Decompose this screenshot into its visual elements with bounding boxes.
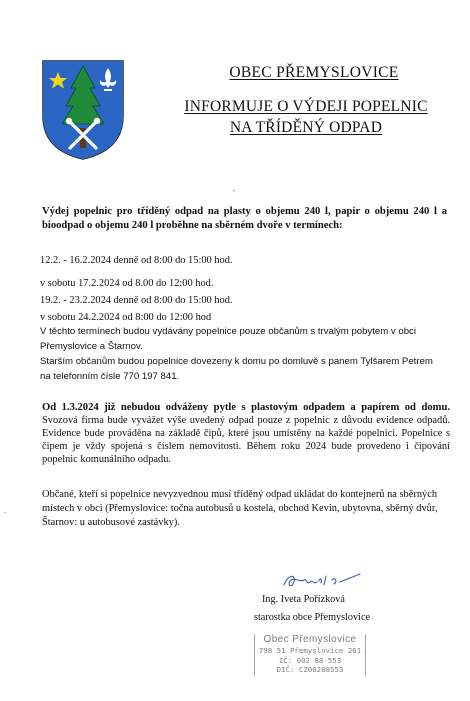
schedule-item: 12.2. - 16.2.2024 denně od 8:00 do 15:00 hod. — [40, 255, 233, 266]
elderly-note: Starším občanům budou popelnice dovezeny k domu po domluvě s panem Tylšarem Petrem na telefonním čísle 770 197 841. — [40, 356, 433, 382]
policy-paragraph — [42, 401, 450, 466]
schedule-item: 19.2. - 23.2.2024 denně od 8:00 do 15:00 hod. — [40, 295, 233, 306]
tool-head-left — [66, 118, 72, 124]
official-stamp — [254, 634, 366, 676]
signer-role: starostka obce Přemyslovice — [254, 612, 370, 623]
page-subtitle-line1: INFORMUJE O VÝDEJI POPELNIC — [184, 98, 428, 115]
tool-head-right — [94, 118, 100, 124]
schedule-item: v sobotu 24.2.2024 od 8:00 do 12:00 hod — [40, 312, 212, 323]
residents-note: V těchto termínech budou vydávány popelnice pouze občanům s trvalým pobytem v obci Přemyslovice a Štarnov. — [40, 326, 416, 352]
margin-mark: - — [4, 508, 7, 517]
stamp-address: 798 51 Přemyslovice 261 — [258, 646, 362, 655]
coat-of-arms-logo — [40, 58, 126, 162]
speck-mark: • — [233, 189, 236, 195]
collection-points-paragraph: Občané, kteří si popelnice nevyzvednou musí tříděný odpad ukládat do kontejnerů na sběrných místech v obci (Přemyslovice: točna autobusů u kostela, obchod Kevin, ubytovna, sběrný dvůr, Štarnov: u autobusové zastávky). — [42, 489, 438, 528]
page-subtitle-line2: NA TŘÍDĚNÝ ODPAD — [229, 119, 383, 136]
stamp-ic: IČ: 002 88 553 — [278, 655, 342, 665]
schedule-item: v sobotu 17.2.2024 od 8.00 do 12:00 hod. — [40, 278, 214, 289]
intro-paragraph: Výdej popelnic pro tříděný odpad na plasty o objemu 240 l, papír o objemu 240 l a bioodpad o objemu 240 l proběhne na sběrném dvoře v termínech: — [42, 206, 447, 231]
header — [140, 64, 460, 138]
policy-heading: Od 1.3.2024 již nebudou odváženy pytle s plastovým odpadem a papírem od domu. — [42, 402, 450, 413]
page-title: OBEC PŘEMYSLOVICE — [229, 64, 399, 81]
notes-section — [40, 325, 440, 385]
stamp-title: Obec Přemyslovice — [263, 634, 357, 645]
handwritten-signature — [282, 570, 362, 592]
signer-name: Ing. Iveta Pořízková — [262, 594, 345, 605]
stamp-dic: DIČ: CZ00288553 — [276, 665, 344, 674]
policy-body: Svozová firma bude vyvážet výše uvedený odpad pouze z popelnic z důvodu evidence odpadů. Evidence bude prováděna na základě čipů, které jsou umístěny na každé popelnici. Popelnice s čipem je vždy spojená s číslem nemovitosti. Během roku 2024 bude provedeno i čipování popelnic komunálního odpadu. — [42, 415, 450, 465]
